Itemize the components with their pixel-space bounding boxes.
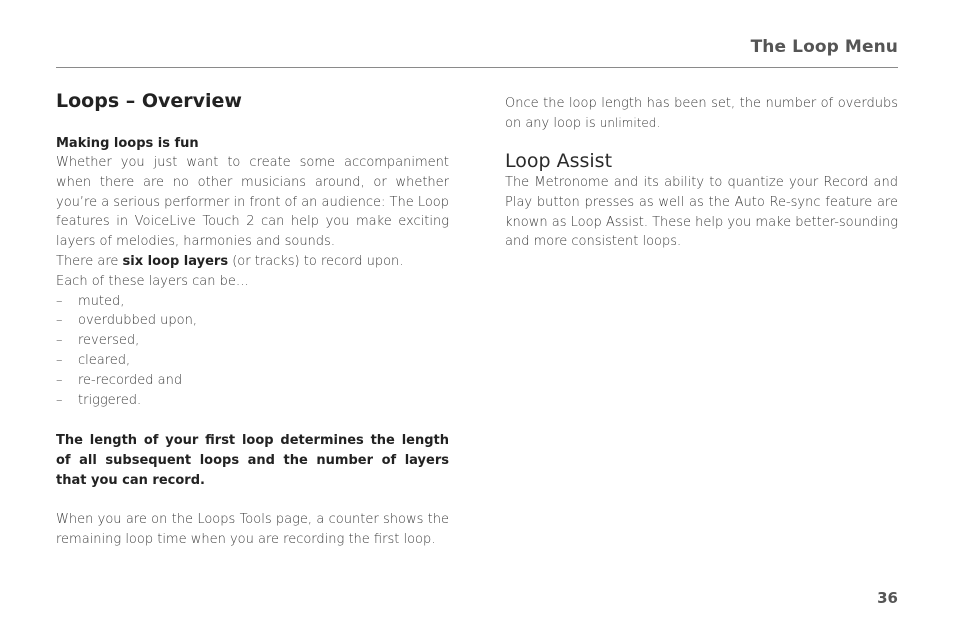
subheading: Making loops is fun bbox=[56, 136, 199, 151]
list-dash: – bbox=[56, 352, 63, 368]
list-dash: – bbox=[56, 313, 63, 329]
counter-paragraph: When you are on the Loops Tools page, a counter shows the remaining loop time when you are recording the first loop. bbox=[56, 512, 449, 547]
page-number: 36 bbox=[877, 589, 898, 607]
list-item bbox=[56, 331, 449, 351]
list-dash: – bbox=[56, 392, 63, 408]
layers-paragraph bbox=[56, 252, 449, 272]
overdubs-text: Once the loop length has been set, the number of overdubs on any loop is bbox=[505, 96, 898, 131]
list-item bbox=[56, 292, 449, 312]
overdubs-value: unlimited. bbox=[599, 115, 661, 130]
list-item bbox=[56, 391, 449, 411]
list-dash: – bbox=[56, 333, 63, 349]
each-layer-line: Each of these layers can be… bbox=[56, 273, 249, 289]
list-item-text: cleared, bbox=[78, 352, 131, 368]
list-item-text: overdubbed upon, bbox=[78, 313, 197, 329]
loop-assist-heading: Loop Assist bbox=[505, 150, 613, 172]
loop-length-note: The length of your first loop determines the length of all subsequent loops and the number of layers that you can record. bbox=[56, 433, 449, 488]
list-item bbox=[56, 311, 449, 331]
layers-prefix: There are bbox=[56, 253, 123, 269]
list-item-text: triggered. bbox=[78, 392, 142, 408]
list-dash: – bbox=[56, 293, 63, 309]
list-item bbox=[56, 371, 449, 391]
loop-assist-paragraph: The Metronome and its ability to quantize your Record and Play button presses as well as the Auto Re-sync feature are known as Loop Assist. These help you make better-sounding and more consistent loops. bbox=[505, 175, 899, 250]
list-item bbox=[56, 351, 449, 371]
intro-block bbox=[56, 153, 449, 410]
list-item-text: muted, bbox=[78, 293, 125, 309]
list-dash: – bbox=[56, 372, 63, 388]
list-item-text: reversed, bbox=[78, 333, 140, 349]
header-divider bbox=[56, 67, 898, 68]
layers-suffix: (or tracks) to record upon. bbox=[228, 253, 404, 269]
intro-paragraph: Whether you just want to create some accompaniment when there are no other musicians around, or whether you’re a serious performer in front of an audience: The Loop features in VoiceLive Touch 2 can help you make exciting layers of melodies, harmonies and sounds. bbox=[56, 155, 450, 250]
layer-actions-list bbox=[56, 292, 449, 411]
overdubs-paragraph bbox=[505, 94, 898, 134]
section-heading: Loops – Overview bbox=[56, 90, 242, 112]
layers-count: six loop layers bbox=[122, 253, 229, 269]
list-item-text: re-recorded and bbox=[78, 372, 183, 388]
running-header-title: The Loop Menu bbox=[750, 37, 898, 57]
